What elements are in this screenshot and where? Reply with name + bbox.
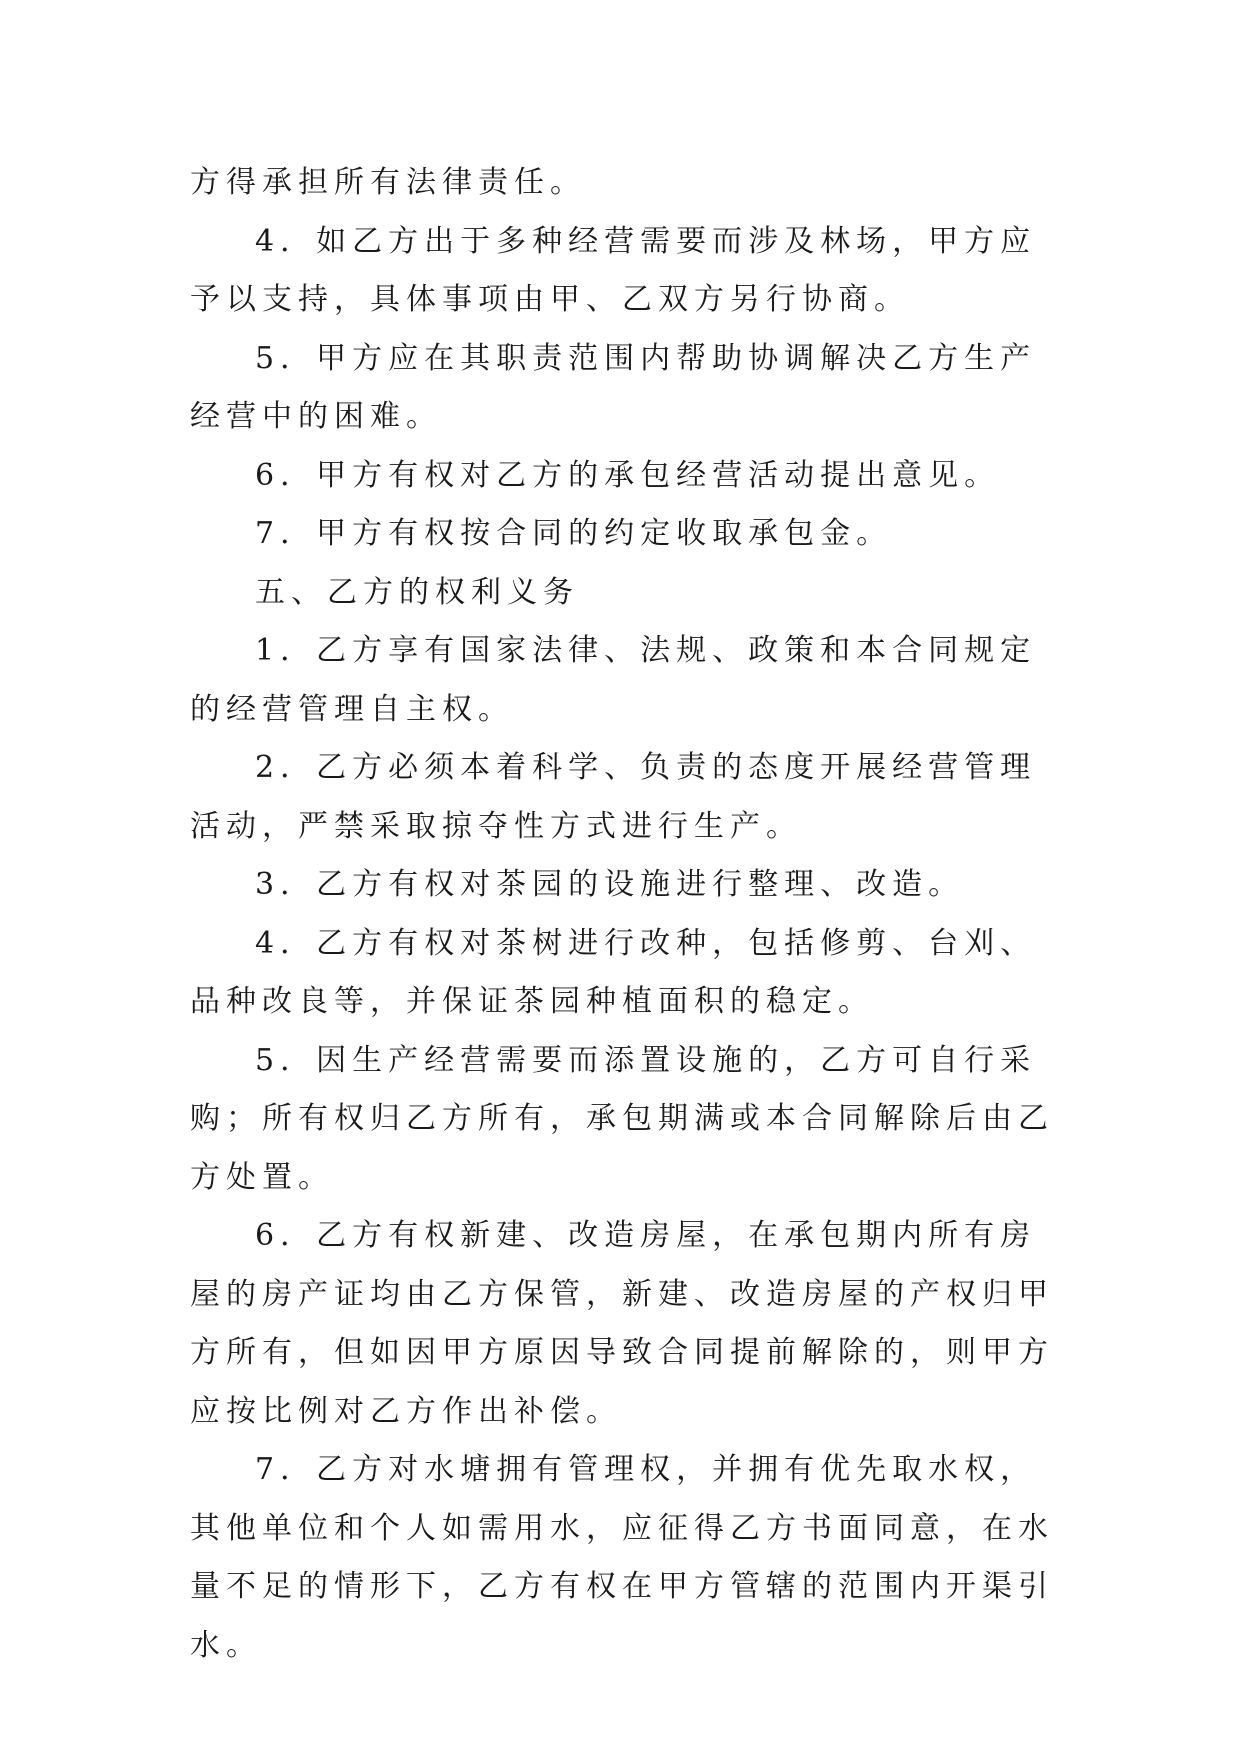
paragraph-clause-1-party-b: 1．乙方享有国家法律、法规、政策和本合同规定的经营管理自主权。: [190, 633, 1037, 727]
paragraph-clause-5-party-a: 5．甲方应在其职责范围内帮助协调解决乙方生产经营中的困难。: [190, 340, 1037, 434]
paragraph-clause-4-party-b: 4．乙方有权对茶树进行改种，包括修剪、台刈、品种改良等，并保证茶园种植面积的稳定。: [190, 925, 1037, 1019]
paragraph-clause-3-party-b: 3．乙方有权对茶园的设施进行整理、改造。: [255, 867, 965, 902]
paragraph-clause-2-party-b: 2．乙方必须本着科学、负责的态度开展经营管理活动，严禁采取掠夺性方式进行生产。: [190, 750, 1037, 844]
paragraph-clause-6-party-b: 6．乙方有权新建、改造房屋，在承包期内所有房屋的房产证均由乙方保管，新建、改造房屋的产权归甲方所有，但如因甲方原因导致合同提前解除的，则甲方应按比例对乙方作出补偿。: [190, 1218, 1054, 1429]
paragraph-clause-7-party-a: 7．甲方有权按合同的约定收取承包金。: [255, 516, 893, 551]
paragraph-clause-4-party-a: 4．如乙方出于多种经营需要而涉及林场，甲方应予以支持，具体事项由甲、乙双方另行协商。: [190, 223, 1037, 317]
section-heading-party-b-rights: 五、乙方的权利义务: [255, 574, 579, 610]
paragraph-clause-7-party-b: 7．乙方对水塘拥有管理权，并拥有优先取水权，其他单位和个人如需用水，应征得乙方书面同意，在水量不足的情形下，乙方有权在甲方管辖的范围内开渠引水。: [190, 1452, 1054, 1663]
paragraph-clause-5-party-b: 5．因生产经营需要而添置设施的，乙方可自行采购；所有权归乙方所有，承包期满或本合同解除后由乙方处置。: [190, 1042, 1054, 1195]
document-body: [190, 154, 1070, 1675]
paragraph-continuation: 方得承担所有法律责任。: [190, 165, 586, 200]
paragraph-clause-6-party-a: 6．甲方有权对乙方的承包经营活动提出意见。: [255, 457, 1001, 493]
